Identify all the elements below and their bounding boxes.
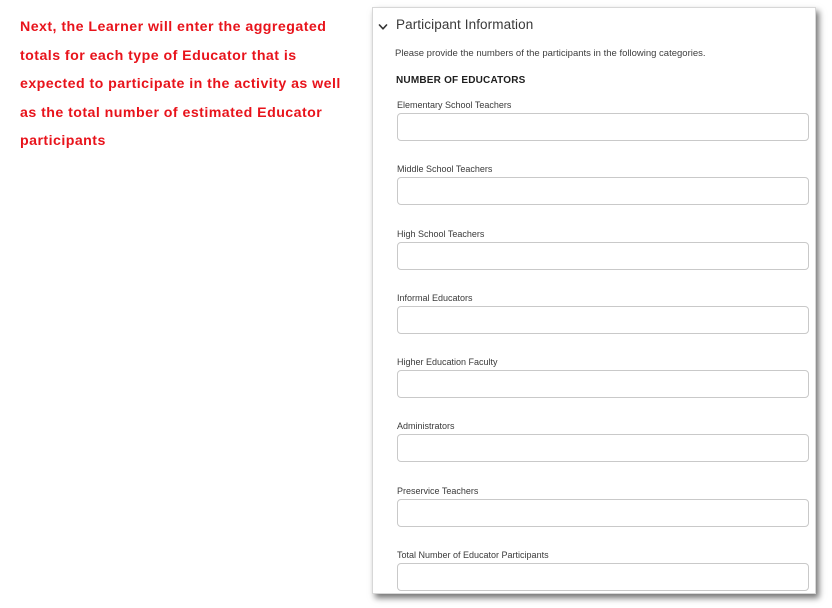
section-toggle[interactable] [378,14,533,34]
field-informal-educators [397,293,810,357]
high-school-teachers-input[interactable] [397,242,809,270]
instruction-callout [20,13,360,156]
field-label: Preservice Teachers [397,485,479,496]
instruction-line: as the total number of estimated Educator [20,104,323,121]
field-preservice-teachers [397,486,810,550]
field-label: High School Teachers [397,228,485,239]
field-higher-education-faculty [397,357,810,421]
field-middle-school-teachers [397,164,810,228]
educator-fields [397,100,810,594]
administrators-input[interactable] [397,434,809,462]
field-label: Informal Educators [397,292,473,303]
total-educator-participants-input[interactable] [397,563,809,591]
elementary-school-teachers-input[interactable] [397,113,809,141]
instruction-line: totals for each type of Educator that is [20,47,297,64]
field-label: Administrators [397,421,455,432]
instruction-line: Next, the Learner will enter the aggregated [20,19,327,35]
participant-information-panel [372,7,816,594]
field-high-school-teachers [397,229,810,293]
instruction-line: expected to participate in the activity as well [20,76,341,93]
section-intro: Please provide the numbers of the participants in the following categories. [395,48,706,59]
educators-subheading: NUMBER OF EDUCATORS [396,75,526,86]
field-label: Middle School Teachers [397,164,493,175]
informal-educators-input[interactable] [397,306,809,334]
field-label: Total Number of Educator Participants [397,550,549,561]
field-elementary-school-teachers [397,100,810,164]
field-total-educator-participants [397,550,810,594]
chevron-down-icon[interactable] [378,19,388,29]
higher-education-faculty-input[interactable] [397,370,809,398]
field-administrators [397,421,810,485]
section-title[interactable]: Participant Information [396,16,534,32]
field-label: Higher Education Faculty [397,357,498,368]
middle-school-teachers-input[interactable] [397,177,809,205]
instruction-line: participants [20,133,106,150]
field-label: Elementary School Teachers [397,100,512,110]
preservice-teachers-input[interactable] [397,499,809,527]
